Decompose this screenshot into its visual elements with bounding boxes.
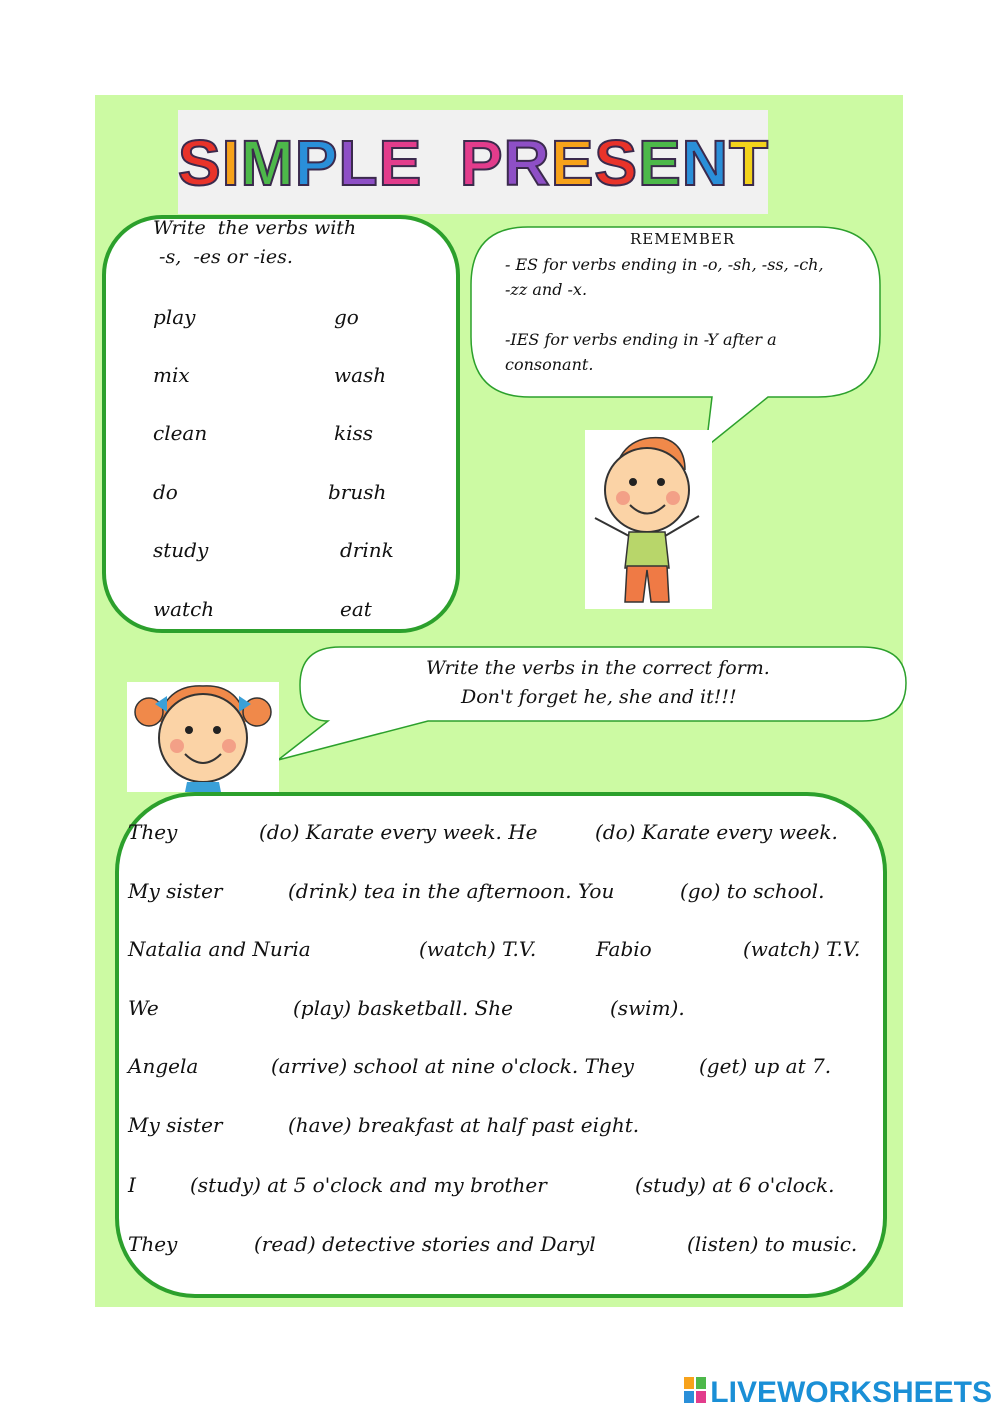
instruction-line: Write the verbs in the correct form. [426, 657, 770, 679]
sentence-part: (listen) to music. [687, 1232, 858, 1256]
title-letter: S [594, 127, 639, 199]
verb-item: wash [334, 363, 387, 387]
girl-illustration [127, 682, 279, 792]
title-letter: T [729, 127, 770, 199]
sentence-part: (swim). [610, 996, 685, 1020]
title-banner [178, 110, 768, 214]
sentence-line [128, 1054, 888, 1084]
title-letter: I [221, 127, 241, 199]
verb-item: brush [328, 480, 387, 504]
page-title [178, 126, 768, 200]
sentence-part: (watch) T.V. [419, 937, 537, 961]
sentence-part: (do) Karate every week. [595, 820, 838, 844]
verb-item: study [153, 538, 209, 562]
sentence-part: My sister [128, 879, 223, 903]
sentence-part: Angela [128, 1054, 199, 1078]
sentence-part: They [128, 1232, 178, 1256]
title-letter: L [338, 127, 379, 199]
title-letter: E [638, 127, 682, 199]
title-letter: E [378, 127, 423, 199]
sentence-part: Natalia and Nuria [128, 937, 311, 961]
sentence-part: We [128, 996, 159, 1020]
title-letter: R [503, 127, 551, 199]
title-letter: E [550, 127, 595, 199]
verb-item: play [153, 305, 196, 329]
sentence-part: (play) basketball. She [293, 996, 514, 1020]
sentence-part: (drink) tea in the afternoon. You [288, 879, 615, 903]
sentence-part: (arrive) school at nine o'clock. They [271, 1054, 634, 1078]
sentence-part: They [128, 820, 178, 844]
sentence-part: (get) up at 7. [699, 1054, 832, 1078]
remember-line: -IES for verbs ending in -Y after a [505, 330, 777, 349]
remember-line: consonant. [505, 355, 594, 374]
sentence-line [128, 937, 888, 967]
liveworksheets-logo-icon [684, 1377, 706, 1411]
remember-title: REMEMBER [630, 230, 736, 248]
verb-item: go [334, 305, 359, 329]
sentence-part: (watch) T.V. [743, 937, 861, 961]
verb-item: drink [340, 538, 394, 562]
sentence-line [128, 879, 888, 909]
instruction-line: Don't forget he, she and it!!! [461, 686, 737, 708]
verb-item: kiss [334, 421, 374, 445]
sentence-part: (have) breakfast at half past eight. [288, 1113, 640, 1137]
verb-item: mix [153, 363, 190, 387]
verbs-instruction-line2: -s, -es or -ies. [153, 246, 293, 268]
liveworksheets-logo[interactable] [684, 1376, 992, 1411]
verbs-instruction-line1: Write the verbs with [153, 217, 357, 239]
sentence-part: My sister [128, 1113, 223, 1137]
title-letter: P [294, 127, 339, 199]
verb-item: do [153, 480, 178, 504]
verb-item: eat [340, 597, 372, 621]
sentence-part: (study) at 5 o'clock and my brother [190, 1173, 547, 1197]
remember-line: -zz and -x. [505, 280, 588, 299]
title-letter: S [178, 127, 222, 199]
sentence-part: Fabio [596, 937, 652, 961]
sentence-line [128, 820, 888, 850]
sentence-line [128, 1113, 888, 1143]
sentences-box [115, 792, 887, 1298]
sentence-line [128, 1173, 888, 1203]
boy-illustration [585, 430, 712, 609]
sentence-part: (read) detective stories and Daryl [254, 1232, 596, 1256]
liveworksheets-brand: LIVEWORKSHEETS [710, 1376, 992, 1409]
sentence-line [128, 1232, 888, 1262]
sentence-part: (study) at 6 o'clock. [635, 1173, 835, 1197]
sentence-part: (go) to school. [680, 879, 825, 903]
remember-line: - ES for verbs ending in -o, -sh, -ss, -ch, [505, 255, 824, 274]
sentence-line [128, 996, 888, 1026]
title-letter: M [240, 127, 295, 199]
title-letter [422, 127, 460, 199]
verb-item: watch [153, 597, 215, 621]
title-letter: P [459, 127, 504, 199]
verb-item: clean [153, 421, 208, 445]
sentence-part: I [128, 1173, 136, 1197]
sentence-part: (do) Karate every week. He [259, 820, 538, 844]
title-letter: N [681, 127, 729, 199]
